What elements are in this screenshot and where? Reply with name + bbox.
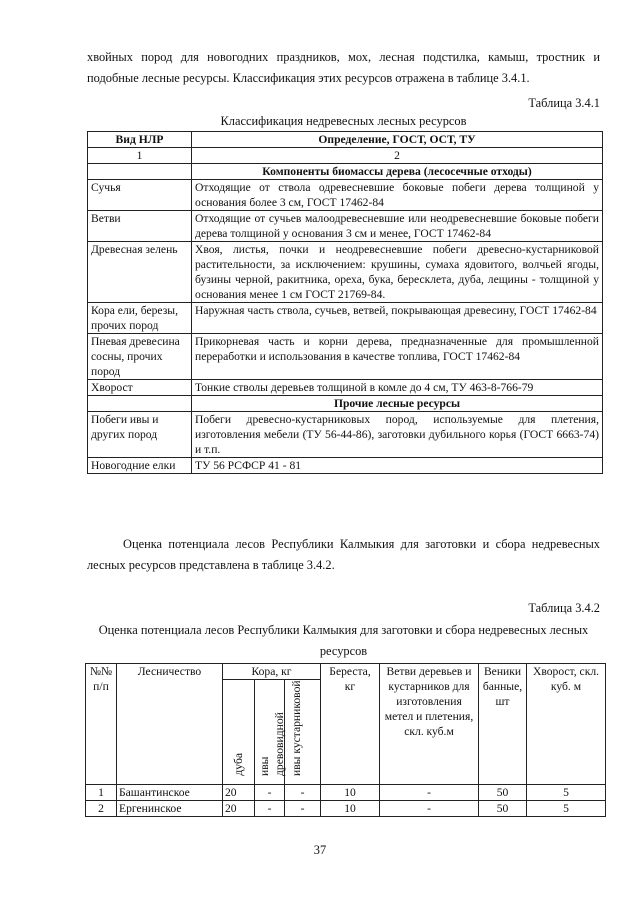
resource-name: Новогодние елки [88,458,192,474]
table-row [88,242,603,303]
resource-name: Сучья [88,180,192,211]
resource-definition: Прикорневая часть и корни дерева, предназначенные для промышленной переработки и использования в качестве топлива, ГОСТ 17462-84 [192,334,603,380]
forestry-name: Ергенинское [117,801,223,817]
header-bark-oak: дуба [232,753,245,776]
section-title: Прочие лесные ресурсы [192,396,603,412]
table-row [86,785,606,801]
resource-name: Хворост [88,380,192,396]
table1-header-row [88,132,603,148]
table-row [88,380,603,396]
branches-value: - [380,785,479,801]
bark-willow-tree-value: - [255,785,285,801]
header-branches: Ветви деревьев и кустарников для изготовления метел и плетения, скл. куб.м [380,664,479,785]
resource-name: Пневая древесина сосны, прочих пород [88,334,192,380]
brooms-value: 50 [479,801,527,817]
table-row [88,412,603,458]
section-title: Компоненты биомассы дерева (лесосечные отходы) [192,164,603,180]
brushwood-value: 5 [527,785,606,801]
header-forestry: Лесничество [117,664,223,785]
resource-definition: Отходящие от ствола одревесневшие боковые побеги дерева толщиной у основания более 3 см, ГОСТ 17462-84 [192,180,603,211]
col-number: 2 [192,148,603,164]
resource-definition: Тонкие стволы деревьев толщиной в комле до 4 см, ТУ 463-8-766-79 [192,380,603,396]
table-row [88,303,603,334]
header-definition: Определение, ГОСТ, ОСТ, ТУ [192,132,603,148]
header-brushwood: Хворост, скл. куб. м [527,664,606,785]
bark-willow-bush-value: - [285,785,321,801]
resource-definition: Хвоя, листья, почки и неодревесневшие побеги древесно-кустарниковой растительности, за исключением: крушины, сумаха ядовитого, волчьей ягоды, бузины черной, ракитника, ореха, бука, бересклета, дуба, лещины - толщиной у основания менее 1 см ГОСТ 21769-84. [192,242,603,303]
table-row [86,801,606,817]
intro-paragraph: хвойных пород для новогодних праздников, мох, лесная подстилка, камыш, тростник и подобные лесные ресурсы. Классификация этих ресурсов отражена в таблице 3.4.1. [87,50,600,85]
bark-oak-value: 20 [223,801,255,817]
resource-name: Древесная зелень [88,242,192,303]
section-row [88,164,603,180]
brooms-value: 50 [479,785,527,801]
forestry-name: Башантинское [117,785,223,801]
header-bark: Кора, кг [223,664,321,680]
col-number: 1 [88,148,192,164]
potential-table [85,663,606,817]
middle-paragraph: Оценка потенциала лесов Республики Калмыкия для заготовки и сбора недревесных лесных ресурсов представлена в таблице 3.4.2. [87,537,600,572]
row-number: 2 [86,801,117,817]
table1-title: Классификация недревесных лесных ресурсов [220,114,467,128]
header-bark-willow-tree: ивы древовидной [258,712,286,776]
header-birch-bark: Береста, кг [321,664,380,785]
table1-number-row [88,148,603,164]
header-bark-willow-bush: ивы кустарниковой [289,680,303,776]
header-number: №№ п/п [86,664,117,785]
table-row [88,334,603,380]
header-type: Вид НЛР [88,132,192,148]
page-number: 37 [313,843,327,857]
resource-name: Побеги ивы и других пород [88,412,192,458]
birch-bark-value: 10 [321,801,380,817]
table-row [88,458,603,474]
table1-label: Таблица 3.4.1 [528,96,600,110]
header-brooms: Веники банные, шт [479,664,527,785]
bark-oak-value: 20 [223,785,255,801]
bark-willow-tree-value: - [255,801,285,817]
resource-definition: Наружная часть ствола, сучьев, ветвей, покрывающая древесину, ГОСТ 17462-84 [192,303,603,334]
table-row [88,180,603,211]
table2-title: Оценка потенциала лесов Республики Калмыкия для заготовки и сбора недревесных лесных ресурсов [98,623,589,658]
section-row [88,396,603,412]
resource-name: Кора ели, березы, прочих пород [88,303,192,334]
table2-label: Таблица 3.4.2 [528,601,600,615]
row-number: 1 [86,785,117,801]
table-row [88,211,603,242]
classification-table [87,131,603,474]
table2-header-row [86,664,606,680]
resource-definition: Побеги древесно-кустарниковых пород, используемые для плетения, изготовления мебели (ТУ 56-44-86), заготовки дубильного корья (ГОСТ 6663-74) и т.п. [192,412,603,458]
bark-willow-bush-value: - [285,801,321,817]
birch-bark-value: 10 [321,785,380,801]
resource-name: Ветви [88,211,192,242]
brushwood-value: 5 [527,801,606,817]
branches-value: - [380,801,479,817]
resource-definition: Отходящие от сучьев малоодревесневшие или неодревесневшие боковые побеги дерева толщиной у основания 3 см и менее, ГОСТ 17462-84 [192,211,603,242]
resource-definition: ТУ 56 РСФСР 41 - 81 [192,458,603,474]
